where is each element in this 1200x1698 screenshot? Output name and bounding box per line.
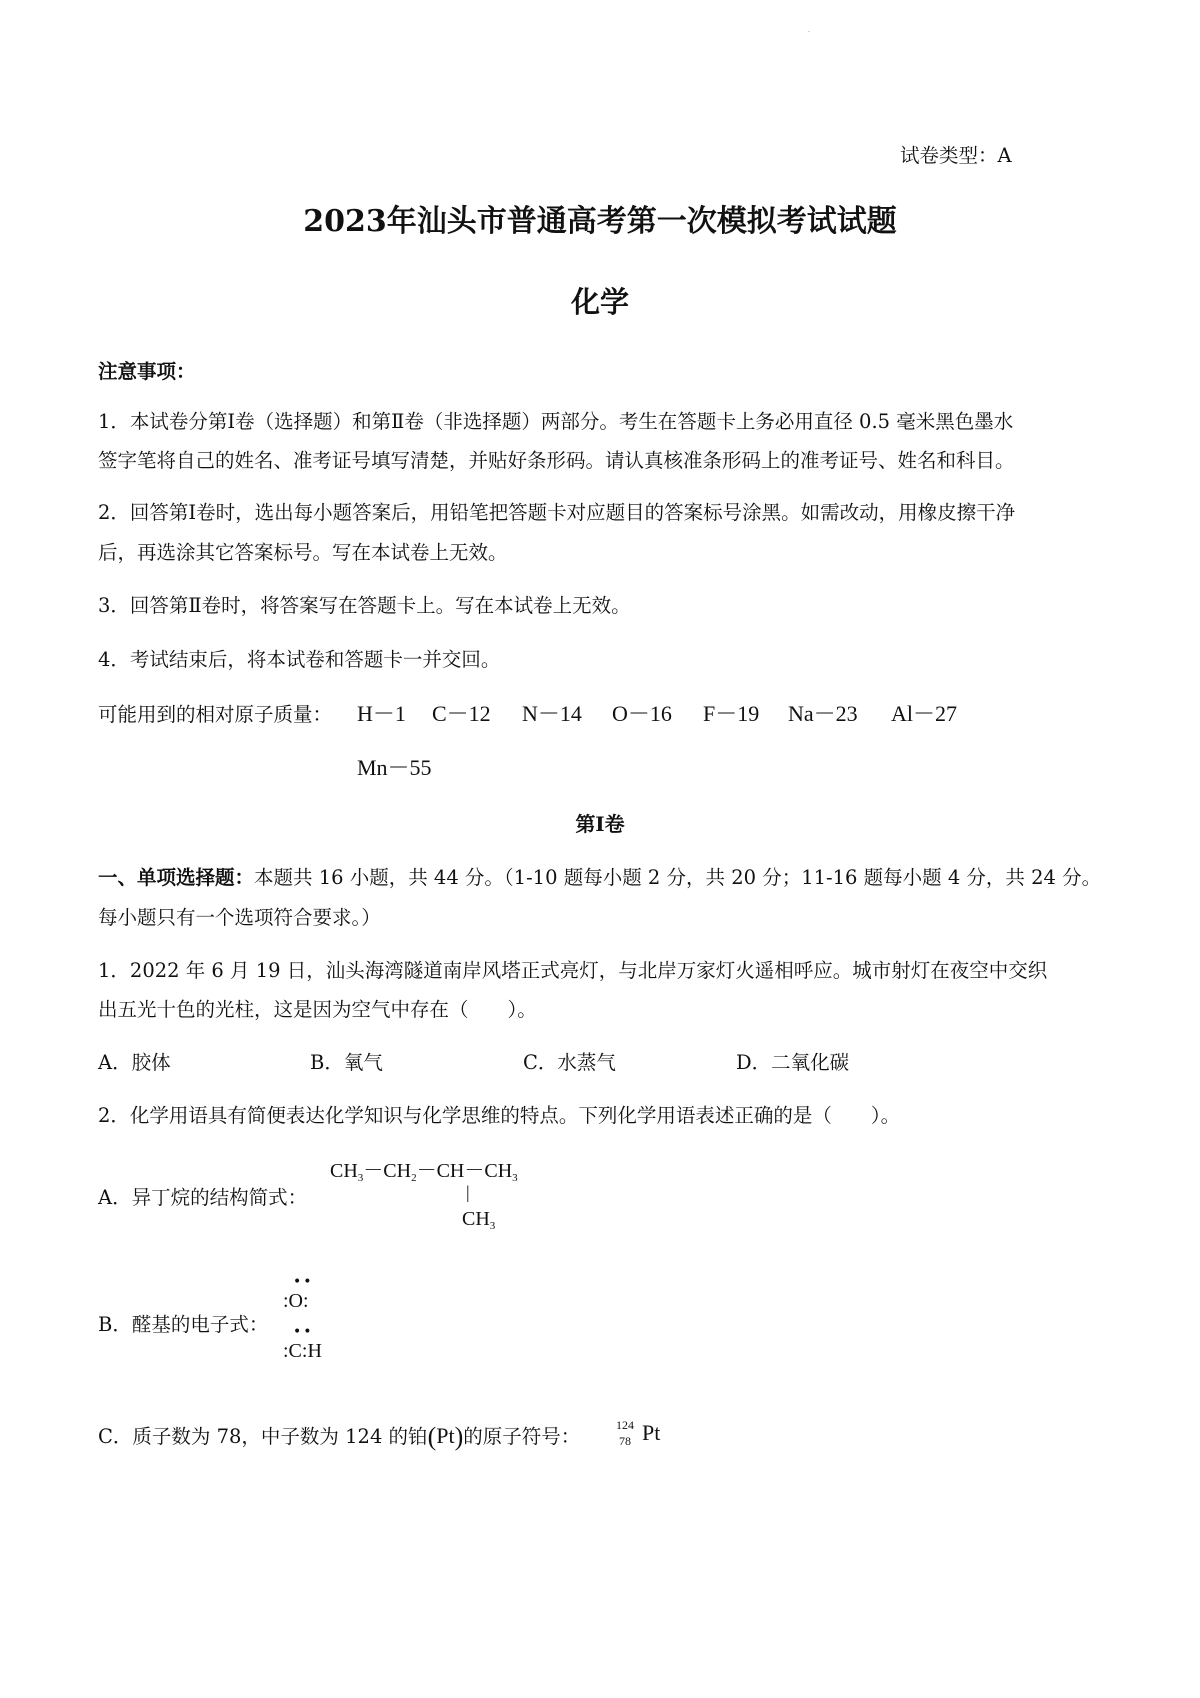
option-c-paren-close: ) (454, 1422, 464, 1451)
question-1-option-d: D．二氧化碳 (736, 1051, 850, 1074)
question-2-option-c (98, 1421, 580, 1452)
electron-dots-o: •• (293, 1274, 314, 1290)
notice-item-1-line-1: 1．本试卷分第Ⅰ卷（选择题）和第Ⅱ卷（非选择题）两部分。考生在答题卡上务必用直径 0.5 毫米黑色墨水 (98, 410, 1014, 433)
isobutane-branch-bond: | (466, 1182, 470, 1202)
nuclide-symbol: Pt (642, 1420, 661, 1445)
option-c-paren-open: ( (427, 1422, 437, 1451)
atomic-mass-mn: Mn－55 (357, 755, 432, 780)
question-1-option-c: C．水蒸气 (523, 1051, 616, 1074)
atomic-mass-al: Al－27 (891, 701, 958, 726)
question-2-option-b-label: B．醛基的电子式： (98, 1313, 269, 1336)
section-1-line-1 (98, 862, 1101, 890)
subject-title: 化学 (570, 285, 629, 319)
nuclide-mass-number: 124 (616, 1418, 634, 1432)
electron-dots-c: •• (293, 1324, 314, 1340)
section-1-desc-line-1: 本题共 16 小题，共 44 分。（1-10 题每小题 2 分，共 20 分；11-16 题每小题 4 分，共 24 分。 (254, 866, 1102, 889)
option-c-text-pre: C．质子数为 78，中子数为 124 的铂 (98, 1425, 428, 1448)
option-c-pt-name: Pt (436, 1423, 455, 1448)
question-1-option-a: A．胶体 (98, 1051, 171, 1074)
section-1-desc-line-2: 每小题只有一个选项符合要求。） (98, 906, 381, 929)
atomic-mass-o: O－16 (612, 701, 672, 726)
isobutane-formula-main: $CH_3-CH_2-CH-CH_3$ (330, 1160, 518, 1184)
isobutane-formula-branch: $CH_3$ (462, 1208, 496, 1232)
notice-item-1-line-2: 签字笔将自己的姓名、准考证号填写清楚，并贴好条形码。请认真核准条形码上的准考证号、姓名和科目。 (98, 449, 1015, 472)
atomic-mass-f: F－19 (703, 701, 760, 726)
notice-item-3: 3．回答第Ⅱ卷时，将答案写在答题卡上。写在本试卷上无效。 (98, 594, 631, 617)
question-1-option-b: B．氧气 (310, 1051, 383, 1074)
top-mark: - (808, 28, 811, 35)
notice-heading: 注意事项： (98, 360, 196, 383)
question-1-line-1: 1．2022 年 6 月 19 日，汕头海湾隧道南岸风塔正式亮灯，与北岸万家灯火遥相呼应。城市射灯在夜空中交织 (98, 959, 1048, 982)
paper-type-label: 试卷类型：A (900, 144, 1012, 167)
atomic-mass-na: Na－23 (788, 701, 858, 726)
page-title: 2023年汕头市普通高考第一次模拟考试试题 (303, 204, 897, 239)
section-1-heading: 一、单项选择题： (98, 866, 255, 889)
atomic-mass-h: H－1 (357, 701, 406, 726)
atomic-mass-label: 可能用到的相对原子质量： (98, 703, 333, 726)
notice-item-4: 4．考试结束后，将本试卷和答题卡一并交回。 (98, 648, 501, 671)
question-2-option-a-label: A．异丁烷的结构简式： (98, 1186, 308, 1209)
notice-item-2-line-2: 后，再选涂其它答案标号。写在本试卷上无效。 (98, 541, 508, 564)
question-1-line-2: 出五光十色的光柱，这是因为空气中存在（ ）。 (98, 998, 537, 1021)
aldehyde-row-carbon: :C:H (283, 1340, 322, 1362)
option-c-text-post: 的原子符号： (463, 1425, 581, 1448)
aldehyde-row-oxygen: :O: (283, 1290, 309, 1312)
nuclide-atomic-number: 78 (619, 1434, 631, 1448)
atomic-mass-n: N－14 (522, 701, 582, 726)
notice-item-2-line-1: 2．回答第Ⅰ卷时，选出每小题答案后，用铅笔把答题卡对应题目的答案标号涂黑。如需改动，用橡皮擦干净 (98, 501, 1016, 524)
question-2-stem: 2．化学用语具有简便表达化学知识与化学思维的特点。下列化学用语表述正确的是（ ）。 (98, 1104, 901, 1127)
volume-heading: 第Ⅰ卷 (575, 812, 625, 836)
atomic-mass-c: C－12 (432, 701, 491, 726)
